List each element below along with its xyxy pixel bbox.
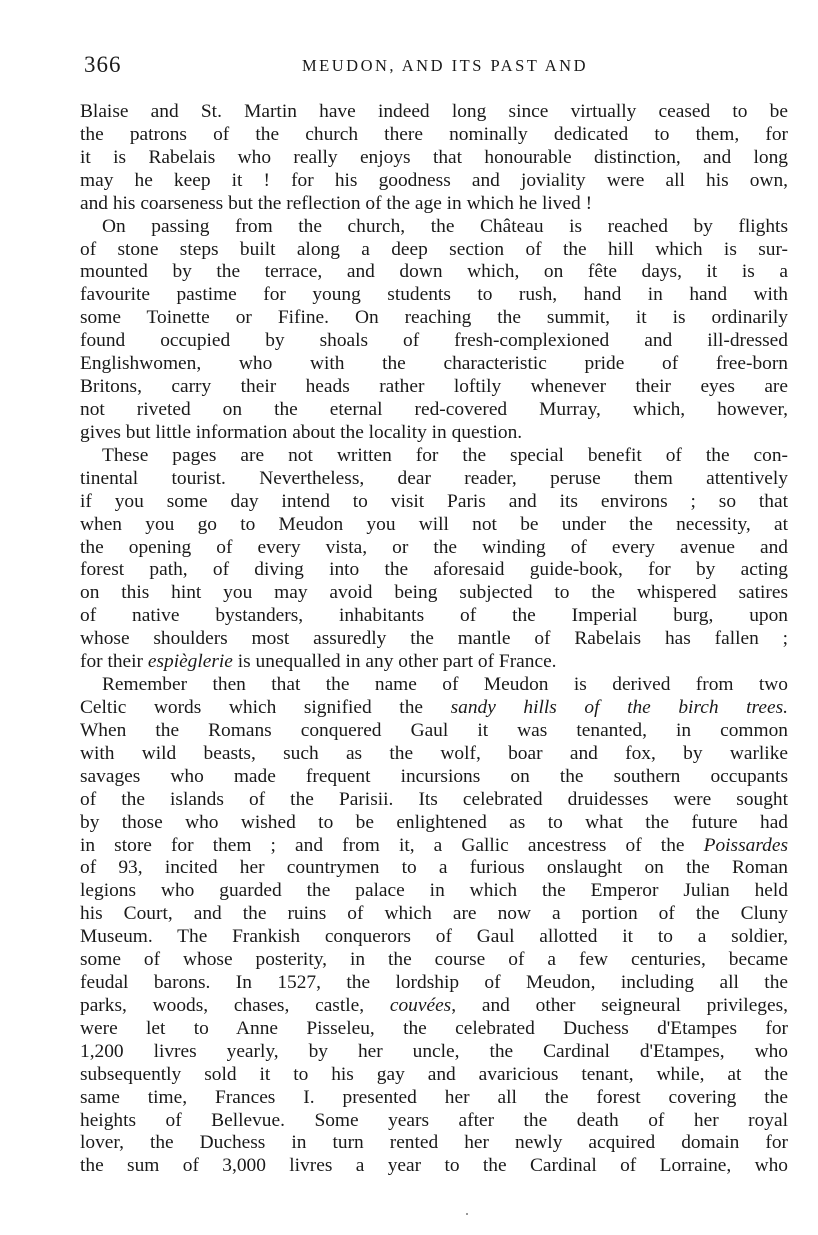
text-line: not riveted on the eternal red-covered Murray, which, however, [80,398,788,420]
text-line: when you go to Meudon you will not be under the necessity, at [80,513,788,535]
text-line: the sum of 3,000 livres a year to the Cardinal of Lorraine, who [80,1155,788,1177]
page-number: 366 [84,52,122,77]
text-line: When the Romans conquered Gaul it was tenanted, in common [80,719,788,741]
text-line: lover, the Duchess in turn rented her newly acquired domain for [80,1132,788,1154]
text-line: forest path, of diving into the aforesaid guide-book, for by acting [80,559,788,581]
text-line: of stone steps built along a deep section of the hill which is sur- [80,238,788,260]
text-line: Blaise and St. Martin have indeed long since virtually ceased to be [80,101,788,122]
text-line: gives but little information about the locality in question. [80,421,523,443]
text-line: if you some day intend to visit Paris and its environs ; so that [80,490,788,512]
text-line: legions who guarded the palace in which the Emperor Julian held [80,880,788,902]
text-line: Museum. The Frankish conquerors of Gaul allotted it to a soldier, [80,926,788,948]
text-fragment: parks, woods, chases, castle, [80,994,390,1016]
italic-phrase: sandy hills of the birch trees. [450,696,788,718]
text-line: Englishwomen, who with the characteristic pride of free-born [80,353,788,375]
text-line [80,651,788,674]
text-line: some of whose posterity, in the course of a few centuries, became [80,949,788,971]
text-line: same time, Frances I. presented her all the forest covering the [80,1086,788,1108]
text-line: may he keep it ! for his goodness and joviality were all his own, [80,169,788,191]
text-line: heights of Bellevue. Some years after the death of her royal [80,1109,788,1131]
text-line: on this hint you may avoid being subjected to the whispered satires [80,582,788,604]
text-line: with wild beasts, such as the wolf, boar and fox, by warlike [80,742,788,764]
text-line: favourite pastime for young students to rush, hand in hand with [80,284,788,306]
text-line: Remember then that the name of Meudon is derived from two [102,674,788,696]
text-line: of 93, incited her countrymen to a furious onslaught on the Roman [80,857,788,879]
text-line: his Court, and the ruins of which are now a portion of the Cluny [80,903,788,925]
running-title: MEUDON, AND ITS PAST AND [302,56,588,75]
text-line: of native bystanders, inhabitants of the Imperial burg, upon [80,605,788,627]
text-line [80,835,788,858]
text-line: by those who wished to be enlightened as to what the future had [80,811,788,833]
text-fragment: , and other seigneural privileges, [451,994,788,1016]
text-fragment: is unequalled in any other part of France. [232,651,557,673]
text-line: On passing from the church, the Château is reached by flights [102,215,788,237]
text-line: subsequently sold it to his gay and avaricious tenant, while, at the [80,1063,788,1085]
text-line: These pages are not written for the special benefit of the con- [102,444,788,466]
text-line: Britons, carry their heads rather loftily whenever their eyes are [80,376,788,398]
body-text [80,101,788,1178]
text-line: some Toinette or Fifine. On reaching the summit, it is ordinarily [80,307,788,329]
italic-phrase: espièglerie [147,651,233,673]
italic-phrase: Poissardes [703,834,788,856]
text-line: the opening of every vista, or the winding of every avenue and [80,536,788,558]
text-fragment: Celtic words which signified the [80,696,451,718]
page-header [84,52,786,82]
text-line: 1,200 livres yearly, by her uncle, the Cardinal d'Etampes, who [80,1040,788,1062]
text-line: whose shoulders most assuredly the mantle of Rabelais has fallen ; [80,628,788,650]
text-line: were let to Anne Pisseleu, the celebrated Duchess d'Etampes for [80,1017,788,1039]
print-speck [466,1213,468,1215]
text-line: feudal barons. In 1527, the lordship of Meudon, including all the [80,972,788,994]
text-fragment: in store for them ; and from it, a Gallic ancestress of the [80,834,704,856]
text-line: it is Rabelais who really enjoys that honourable distinction, and long [80,146,788,168]
text-line [80,995,788,1018]
text-fragment: for their [80,651,148,673]
text-line: mounted by the terrace, and down which, on fête days, it is a [80,261,788,283]
text-line: found occupied by shoals of fresh-complexioned and ill-dressed [80,330,788,352]
text-line: savages who made frequent incursions on the southern occupants [80,765,788,787]
text-line: of the islands of the Parisii. Its celebrated druidesses were sought [80,788,788,810]
text-line: the patrons of the church there nominally dedicated to them, for [80,123,788,145]
text-line: tinental tourist. Nevertheless, dear reader, peruse them attentively [80,467,788,489]
text-line [80,697,788,720]
text-line: and his coarseness but the reflection of the age in which he lived ! [80,192,593,214]
italic-phrase: couvées [389,994,452,1016]
